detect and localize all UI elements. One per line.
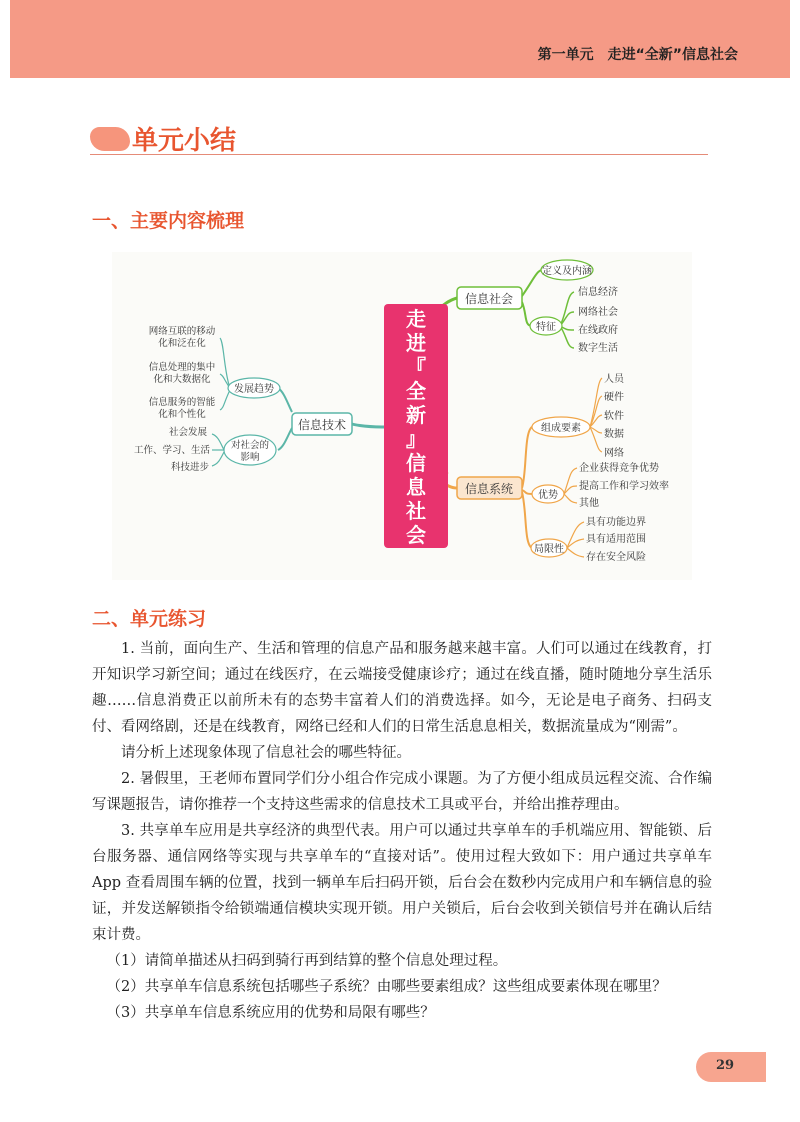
section-title-main-content: 一、主要内容梳理	[92, 210, 245, 232]
root-node-char: 息	[406, 475, 426, 499]
trend-item: 信息服务的智能	[148, 397, 216, 408]
advantage-item: 企业获得竞争优势	[579, 463, 659, 474]
node-limit: 局限性	[534, 544, 564, 555]
limit-item: 具有适用范围	[586, 534, 646, 545]
node-trend: 发展趋势	[234, 384, 274, 395]
sub-question: （3）共享单车信息系统应用的优势和局限有哪些？	[106, 1005, 435, 1021]
feature-item: 在线政府	[578, 325, 618, 336]
root-node-char: 走	[406, 307, 426, 331]
feature-item: 网络社会	[578, 307, 618, 318]
node-advantage: 优势	[538, 490, 558, 501]
trend-item: 化和个性化	[158, 409, 206, 420]
section-title-exercises: 二、单元练习	[92, 608, 207, 630]
paragraph: 请分析上述现象体现了信息社会的哪些特征。	[121, 745, 411, 761]
element-item: 人员	[604, 374, 624, 385]
header-band	[10, 0, 790, 78]
impact-item: 科技进步	[170, 462, 210, 473]
trend-item: 化和大数据化	[153, 374, 211, 385]
root-node-char: 』	[406, 427, 426, 451]
advantage-item: 提高工作和学习效率	[579, 481, 669, 492]
node-system: 信息系统	[464, 482, 514, 496]
root-node-char: 信	[406, 451, 426, 475]
node-elements: 组成要素	[541, 423, 581, 434]
element-item: 硬件	[604, 392, 624, 403]
node-impact: 影响	[240, 452, 260, 463]
summary-leaf-decoration	[90, 127, 130, 151]
summary-title: 单元小结	[132, 126, 237, 156]
root-node-char: 『	[406, 355, 426, 379]
feature-item: 数字生活	[578, 343, 618, 354]
impact-item: 社会发展	[168, 427, 208, 438]
paragraph: 3. 共享单车应用是共享经济的典型代表。用户可以通过共享单车的手机端应用、智能锁、后台服务器、通信网络等实现与共享单车的“直接对话”。使用过程大致如下：用户通过共享单车 App 查看周围车辆的位置，找到一辆单车后扫码开锁，后台会在数秒内完成用户和车辆信息的验证，并发送解锁指令给锁端通信模块实现开锁。用户关锁后，后台会收到关锁信号并在确认后结束计费。	[92, 823, 712, 943]
paragraph: 1. 当前，面向生产、生活和管理的信息产品和服务越来越丰富。人们可以通过在线教育，打开知识学习新空间；通过在线医疗，在云端接受健康诊疗；通过在线直播，随时随地分享生活乐趣……信息消费正以前所未有的态势丰富着人们的消费选择。如今，无论是电子商务、扫码支付、看网络剧，还是在线教育，网络已经和人们的日常生活息息相关，数据流量成为“刚需”。	[92, 641, 712, 735]
feature-item: 信息经济	[578, 287, 618, 298]
node-tech: 信息技术	[297, 418, 347, 432]
element-item: 数据	[604, 429, 624, 440]
limit-item: 具有功能边界	[586, 517, 646, 528]
node-society: 信息社会	[464, 292, 514, 306]
root-node-char: 全	[406, 379, 426, 403]
root-node-char: 社	[406, 499, 426, 523]
mind-map	[112, 252, 692, 580]
element-item: 网络	[604, 448, 624, 459]
sub-question: （1）请简单描述从扫码到骑行再到结算的整个信息处理过程。	[106, 953, 508, 969]
exercise-text	[92, 636, 712, 1026]
sub-question: （2）共享单车信息系统包括哪些子系统？由哪些要素组成？这些组成要素体现在哪里？	[106, 979, 667, 995]
running-header: 第一单元 走进“全新”信息社会	[537, 47, 738, 63]
node-definition: 定义及内涵	[542, 266, 592, 277]
trend-item: 信息处理的集中	[148, 362, 216, 373]
element-item: 软件	[604, 411, 624, 422]
advantage-item: 其他	[579, 498, 599, 509]
node-features: 特征	[536, 322, 556, 333]
trend-item: 网络互联的移动	[148, 326, 216, 337]
impact-item: 工作、学习、生活	[133, 445, 211, 456]
root-node-char: 会	[406, 523, 426, 547]
limit-item: 存在安全风险	[586, 552, 646, 563]
root-node-char: 进	[406, 331, 426, 355]
page-number: 29	[716, 1058, 735, 1073]
trend-item: 化和泛在化	[158, 338, 206, 349]
paragraph: 2. 暑假里，王老师布置同学们分小组合作完成小课题。为了方便小组成员远程交流、合作编写课题报告，请你推荐一个支持这些需求的信息技术工具或平台，并给出推荐理由。	[92, 771, 712, 813]
node-impact: 对社会的	[230, 440, 270, 451]
root-node-char: 新	[406, 403, 426, 427]
